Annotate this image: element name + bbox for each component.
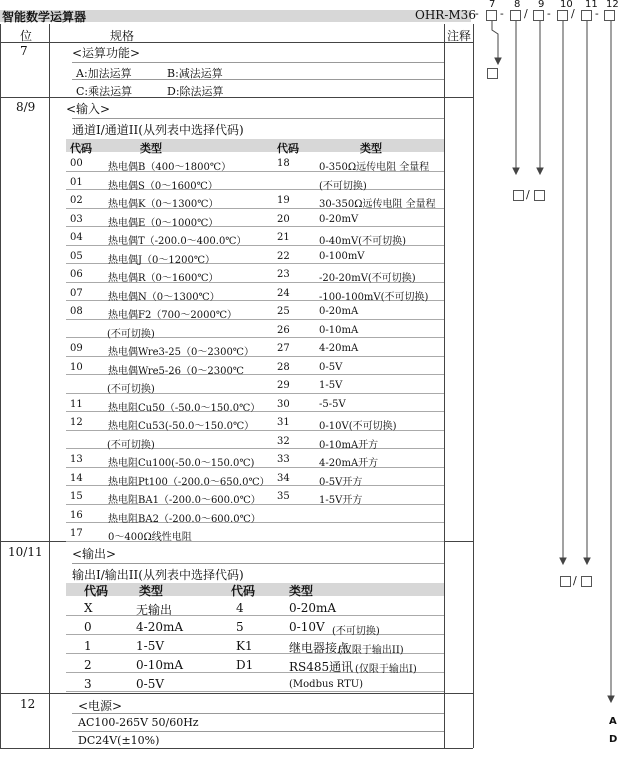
input-type: 热电偶N（0～1300℃） <box>108 292 220 303</box>
sec1011-subtitle: 输出I/输出II(从列表中选择代码) <box>72 568 244 582</box>
input-type: 热电阻Cu100(-50.0～150.0℃) <box>108 458 255 469</box>
answer-box-8[interactable] <box>513 190 524 201</box>
input-type: 1-5V <box>319 380 343 391</box>
input-code: 19 <box>277 195 290 206</box>
input-type: (不可切换) <box>107 440 155 451</box>
input-type: 0-10mA开方 <box>319 440 379 451</box>
power-code-d: D <box>609 734 618 745</box>
sec12-title: <电源> <box>78 699 123 713</box>
input-type: 热电偶S（0～1600℃） <box>108 181 218 192</box>
code-pos-9: 9 <box>538 0 545 10</box>
input-type: 热电偶F2（700～2000℃） <box>108 310 238 321</box>
op-div: D:除法运算 <box>167 85 224 98</box>
power-ac: AC100-265V 50/60Hz <box>78 716 199 729</box>
input-type: 0-20mV <box>319 214 359 225</box>
input-code: 34 <box>277 473 290 484</box>
input-code: 09 <box>70 343 83 354</box>
pos-10-11: 10/11 <box>8 545 43 559</box>
row-rule <box>66 691 444 692</box>
sep-dash: - <box>500 7 504 20</box>
row-rule <box>72 731 444 732</box>
pos-12: 12 <box>20 697 36 711</box>
input-code: 23 <box>277 269 290 280</box>
input-type: 0～400Ω线性电阻 <box>108 532 192 543</box>
input-type: 热电阻Cu50（-50.0～150.0℃） <box>108 403 261 414</box>
op-mul: C:乘法运算 <box>76 85 133 98</box>
row-rule <box>72 713 444 714</box>
input-type: -20-20mV(不可切换) <box>319 273 416 284</box>
output-code: 0 <box>84 620 92 634</box>
input-type: 热电偶Wre3-25（0～2300℃） <box>108 347 254 358</box>
input-type: 0-100mV <box>319 251 365 262</box>
input-hdr-type-right: 类型 <box>360 142 382 155</box>
input-code: 27 <box>277 343 290 354</box>
sep-dash: - <box>547 7 551 20</box>
table-rule <box>0 693 473 694</box>
answer-box-11[interactable] <box>581 576 592 587</box>
output-note: (仅限于输出II) <box>338 645 404 656</box>
output-code: K1 <box>236 639 253 653</box>
input-code: 33 <box>277 454 290 465</box>
code-pos-12: 12 <box>606 0 619 10</box>
output-type: 继电器接点 <box>289 641 350 655</box>
input-code: 18 <box>277 158 290 169</box>
input-code: 26 <box>277 325 290 336</box>
sec89-subtitle: 通道I/通道II(从列表中选择代码) <box>72 123 244 137</box>
input-code: 03 <box>70 214 83 225</box>
sep-slash: / <box>524 7 528 20</box>
input-type: 热电偶B（400～1800℃） <box>108 162 232 173</box>
power-code-a: A <box>609 716 617 727</box>
row-rule <box>72 563 444 564</box>
input-type: 0-10mA <box>319 325 359 336</box>
input-type: 热电偶R（0～1600℃） <box>108 273 219 284</box>
output-type: 1-5V <box>136 639 164 653</box>
input-type: 0-20mA <box>319 306 359 317</box>
input-type: 热电阻Cu53(-50.0～150.0℃） <box>108 421 255 432</box>
input-code: 25 <box>277 306 290 317</box>
input-code: 13 <box>70 454 83 465</box>
input-type: (不可切换) <box>107 329 155 340</box>
output-type: 0-10V <box>289 620 325 634</box>
input-code: 28 <box>277 362 290 373</box>
input-type: 1-5V开方 <box>319 495 363 506</box>
code-pos-7: 7 <box>489 0 496 10</box>
output-type: RS485通讯 <box>289 660 354 674</box>
output-type: 4-20mA <box>136 620 184 634</box>
input-type: 热电阻Pt100（-200.0～650.0℃） <box>108 477 270 488</box>
output-code: 1 <box>84 639 92 653</box>
input-hdr-code-left: 代码 <box>70 142 92 155</box>
input-code: 05 <box>70 251 83 262</box>
answer-sep-slash: / <box>526 188 530 201</box>
row-rule <box>66 634 444 635</box>
output-hdr-code-right: 代码 <box>231 584 256 598</box>
input-code: 11 <box>70 399 83 410</box>
input-code: 07 <box>70 288 83 299</box>
answer-sep-slash: / <box>573 574 577 587</box>
input-hdr-code-right: 代码 <box>277 142 299 155</box>
output-type: (Modbus RTU) <box>289 679 364 690</box>
input-code: 32 <box>277 436 290 447</box>
input-type: 0-40mV(不可切换) <box>319 236 406 247</box>
input-type: -5-5V <box>319 399 346 410</box>
input-type: 4-20mA <box>319 343 359 354</box>
output-note: (仅限于输出I) <box>355 664 417 675</box>
table-border-left <box>0 24 1 748</box>
sec89-title: <输入> <box>66 102 111 116</box>
input-code: 01 <box>70 177 83 188</box>
sep-dash: - <box>475 7 479 20</box>
answer-box-7[interactable] <box>487 68 498 79</box>
input-code: 35 <box>277 491 290 502</box>
input-code: 17 <box>70 528 83 539</box>
col-header-pos: 位 <box>20 29 33 43</box>
input-type: 0-350Ω远传电阻 全量程 <box>319 162 430 173</box>
sec7-title: <运算功能> <box>72 46 141 60</box>
input-type: 热电偶J（0～1200℃） <box>108 255 216 266</box>
code-pos-8: 8 <box>514 0 521 10</box>
input-type: 0-5V <box>319 362 343 373</box>
input-table-header-bar <box>66 139 444 152</box>
input-type: 30-350Ω远传电阻 全量程 <box>319 199 436 210</box>
table-rule <box>0 97 473 98</box>
input-type: (不可切换) <box>319 181 367 192</box>
input-type: 热电阻BA1（-200.0～600.0℃） <box>108 495 261 506</box>
output-type: 0-10mA <box>136 658 184 672</box>
input-type: 热电偶E（0～1000℃） <box>108 218 219 229</box>
input-hdr-type-left: 类型 <box>140 142 162 155</box>
input-type: 热电偶Wre5-26（0～2300℃ <box>108 366 244 377</box>
pos-8-9: 8/9 <box>16 100 36 114</box>
input-code: 29 <box>277 380 290 391</box>
answer-box-9[interactable] <box>534 190 545 201</box>
row-rule <box>66 615 444 616</box>
row-rule <box>72 62 444 63</box>
input-code: 06 <box>70 269 83 280</box>
output-code: D1 <box>236 658 254 672</box>
sep-slash: / <box>571 7 575 20</box>
output-type: 0-5V <box>136 677 164 691</box>
table-divider-spec <box>444 24 445 748</box>
input-type: (不可切换) <box>107 384 155 395</box>
page-title: 智能数学运算器 <box>2 10 87 24</box>
input-code: 30 <box>277 399 290 410</box>
col-header-note: 注释 <box>447 29 472 43</box>
input-type: 热电阻BA2（-200.0～600.0℃） <box>108 514 261 525</box>
output-hdr-type-right: 类型 <box>289 584 314 598</box>
output-code: 2 <box>84 658 92 672</box>
input-code: 24 <box>277 288 290 299</box>
output-code: 5 <box>236 620 244 634</box>
code-tree-lines <box>473 0 619 768</box>
input-code: 10 <box>70 362 83 373</box>
input-code: 14 <box>70 473 83 484</box>
output-type: 无输出 <box>136 603 173 617</box>
input-code: 21 <box>277 232 290 243</box>
answer-box-10[interactable] <box>560 576 571 587</box>
op-add: A:加法运算 <box>76 67 132 80</box>
input-type: 0-5V开方 <box>319 477 363 488</box>
sep-dash: - <box>595 7 599 20</box>
input-code: 02 <box>70 195 83 206</box>
table-rule <box>0 748 473 749</box>
input-type: 热电偶T（-200.0～400.0℃） <box>108 236 247 247</box>
output-type: 0-20mA <box>289 601 337 615</box>
table-divider-pos <box>49 24 50 748</box>
input-code: 04 <box>70 232 83 243</box>
power-dc: DC24V(±10%) <box>78 734 160 747</box>
row-rule <box>72 79 444 80</box>
output-code: 4 <box>236 601 244 615</box>
input-code: 31 <box>277 417 290 428</box>
output-note: (不可切换) <box>332 626 380 637</box>
input-type: 4-20mA开方 <box>319 458 379 469</box>
input-code: 00 <box>70 158 83 169</box>
input-type: -100-100mV(不可切换) <box>319 292 429 303</box>
input-code: 08 <box>70 306 83 317</box>
output-hdr-type-left: 类型 <box>139 584 164 598</box>
op-sub: B:减法运算 <box>167 67 223 80</box>
output-code: 3 <box>84 677 92 691</box>
sec1011-title: <输出> <box>72 547 117 561</box>
input-code: 12 <box>70 417 83 428</box>
table-rule <box>0 42 473 43</box>
row-rule <box>72 118 444 119</box>
input-code: 16 <box>70 510 83 521</box>
output-hdr-code-left: 代码 <box>84 584 109 598</box>
input-code: 20 <box>277 214 290 225</box>
input-code: 15 <box>70 491 83 502</box>
model-code: OHR-M36 <box>415 8 476 22</box>
input-type: 0-10V(不可切换) <box>319 421 397 432</box>
input-type: 热电偶K（0～1300℃） <box>108 199 219 210</box>
output-code: X <box>84 601 93 615</box>
input-code: 22 <box>277 251 290 262</box>
code-pos-10: 10 <box>560 0 573 10</box>
col-header-spec: 规格 <box>110 29 135 43</box>
code-pos-11: 11 <box>585 0 598 10</box>
pos-7: 7 <box>20 44 28 58</box>
